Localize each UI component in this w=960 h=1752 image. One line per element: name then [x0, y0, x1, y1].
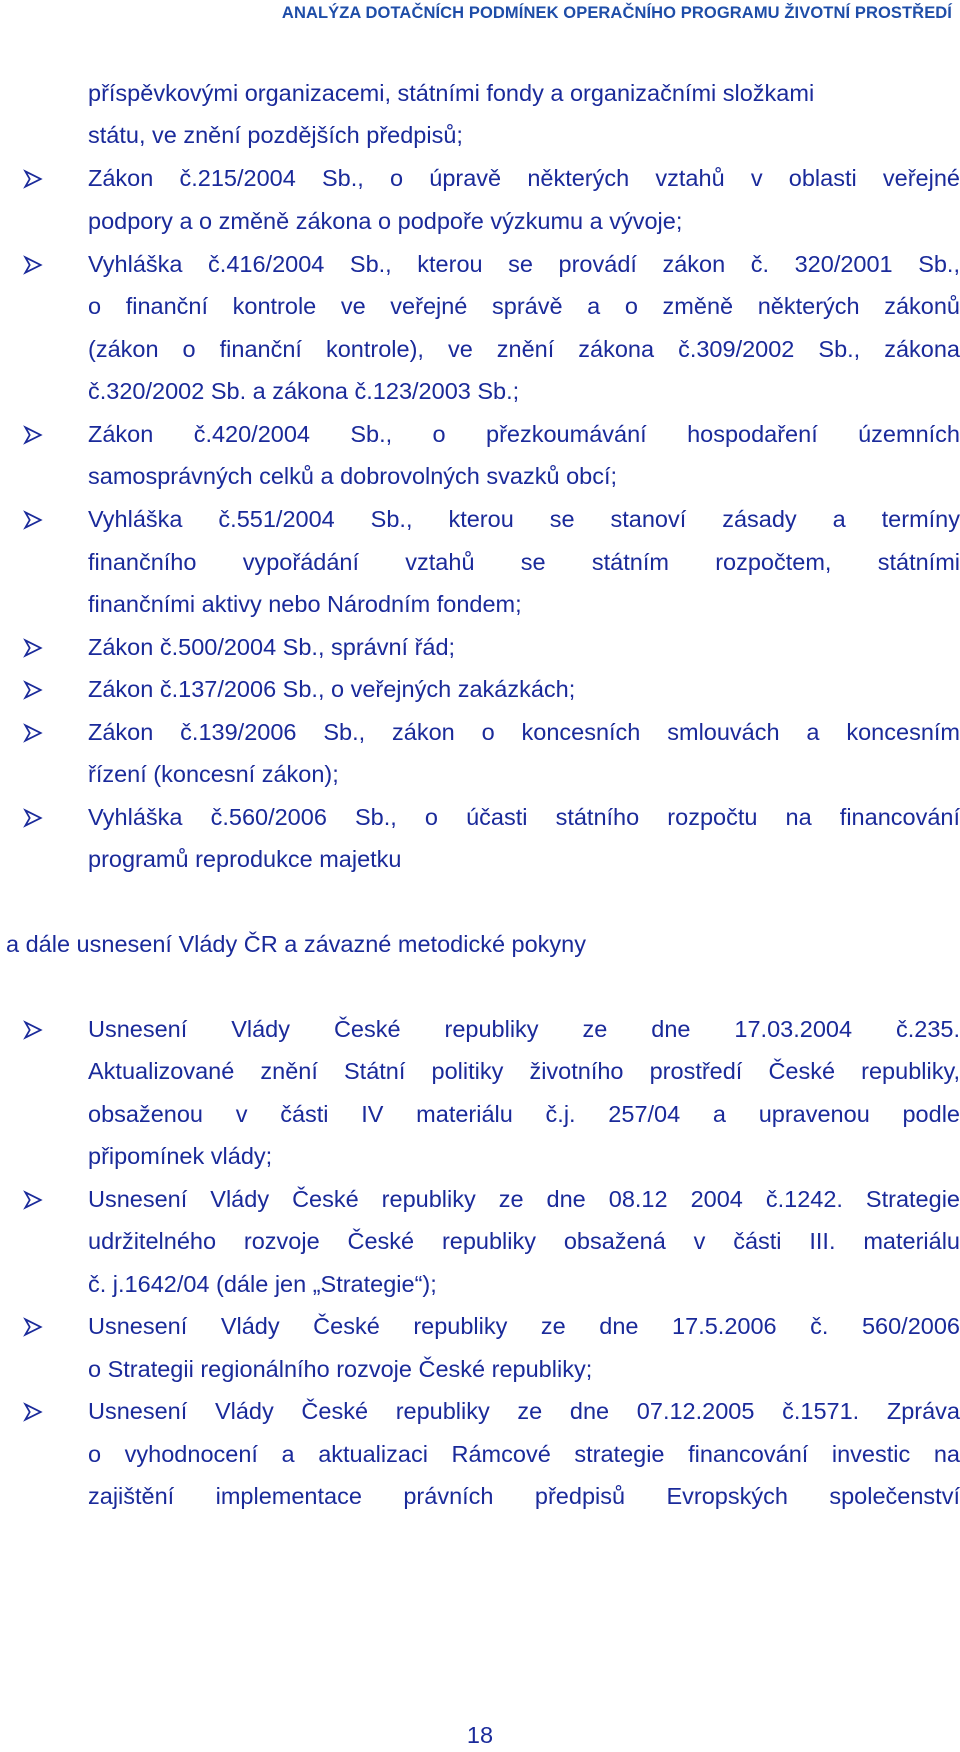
text-line: Zákon č.137/2006 Sb., o veřejných zakázkách; — [88, 676, 576, 702]
bullet-arrow-icon — [22, 1398, 46, 1424]
text-line: Usnesení Vlády České republiky ze dne 08.12 2004 č.1242. Strategie — [88, 1186, 960, 1212]
text-line: zajištění implementace právních předpisů Evropských společenství — [88, 1483, 960, 1509]
text-line: samosprávných celků a dobrovolných svazků obcí; — [88, 463, 618, 489]
bullet-arrow-icon — [22, 634, 46, 660]
bullet-arrow-icon — [22, 719, 46, 745]
text-line: o vyhodnocení a aktualizaci Rámcové strategie financování investic na — [88, 1441, 960, 1467]
text-line: finančního vypořádání vztahů se státním rozpočtem, státními — [88, 549, 960, 575]
bullet-arrow-icon — [22, 1016, 46, 1042]
text-line: o finanční kontrole ve veřejné správě a o změně některých zákonů — [88, 293, 960, 319]
text-line: podpory a o změně zákona o podpoře výzkumu a vývoje; — [88, 208, 683, 234]
bullet-arrow-icon — [22, 421, 46, 447]
text-line: Zákon č.139/2006 Sb., zákon o koncesních smlouvách a koncesním — [88, 719, 960, 745]
text-line: připomínek vlády; — [88, 1143, 273, 1169]
text-line: Usnesení Vlády České republiky ze dne 07.12.2005 č.1571. Zpráva — [88, 1398, 960, 1424]
text-line: Vyhláška č.560/2006 Sb., o účasti státního rozpočtu na financování — [88, 804, 960, 830]
text-line: č. j.1642/04 (dále jen „Strategie“); — [88, 1271, 437, 1297]
text-line: Aktualizované znění Státní politiky životního prostředí České republiky, — [88, 1058, 960, 1084]
intro-paragraph: a dále usnesení Vlády ČR a závazné metodické pokyny — [6, 931, 586, 957]
bullet-arrow-icon — [22, 506, 46, 532]
text-line: č.320/2002 Sb. a zákona č.123/2003 Sb.; — [88, 378, 520, 404]
bullet-arrow-icon — [22, 1313, 46, 1339]
text-line: Vyhláška č.551/2004 Sb., kterou se stanoví zásady a termíny — [88, 506, 960, 532]
text-line: řízení (koncesní zákon); — [88, 761, 339, 787]
text-line: obsaženou v části IV materiálu č.j. 257/04 a upravenou podle — [88, 1101, 960, 1127]
bullet-arrow-icon — [22, 165, 46, 191]
page-number: 18 — [466, 1722, 494, 1748]
text-line: Zákon č.215/2004 Sb., o úpravě některých vztahů v oblasti veřejné — [88, 165, 960, 191]
text-line: o Strategii regionálního rozvoje České republiky; — [88, 1356, 593, 1382]
bullet-arrow-icon — [22, 1186, 46, 1212]
text-line: (zákon o finanční kontrole), ve znění zákona č.309/2002 Sb., zákona — [88, 336, 960, 362]
text-line: finančními aktivy nebo Národním fondem; — [88, 591, 522, 617]
bullet-arrow-icon — [22, 676, 46, 702]
bullet-arrow-icon — [22, 804, 46, 830]
text-line: Vyhláška č.416/2004 Sb., kterou se provádí zákon č. 320/2001 Sb., — [88, 251, 960, 277]
text-line: státu, ve znění pozdějších předpisů; — [88, 122, 463, 148]
text-line: Zákon č.420/2004 Sb., o přezkoumávání hospodaření územních — [88, 421, 960, 447]
text-line: programů reprodukce majetku — [88, 846, 402, 872]
running-header: ANALÝZA DOTAČNÍCH PODMÍNEK OPERAČNÍHO PROGRAMU ŽIVOTNÍ PROSTŘEDÍ — [281, 4, 952, 22]
text-line: příspěvkovými organizacemi, státními fondy a organizačními složkami — [88, 80, 815, 106]
bullet-arrow-icon — [22, 251, 46, 277]
text-line: Zákon č.500/2004 Sb., správní řád; — [88, 634, 456, 660]
text-line: udržitelného rozvoje České republiky obsažená v části III. materiálu — [88, 1228, 960, 1254]
text-line: Usnesení Vlády České republiky ze dne 17.03.2004 č.235. — [88, 1016, 960, 1042]
text-line: Usnesení Vlády České republiky ze dne 17.5.2006 č. 560/2006 — [88, 1313, 960, 1339]
